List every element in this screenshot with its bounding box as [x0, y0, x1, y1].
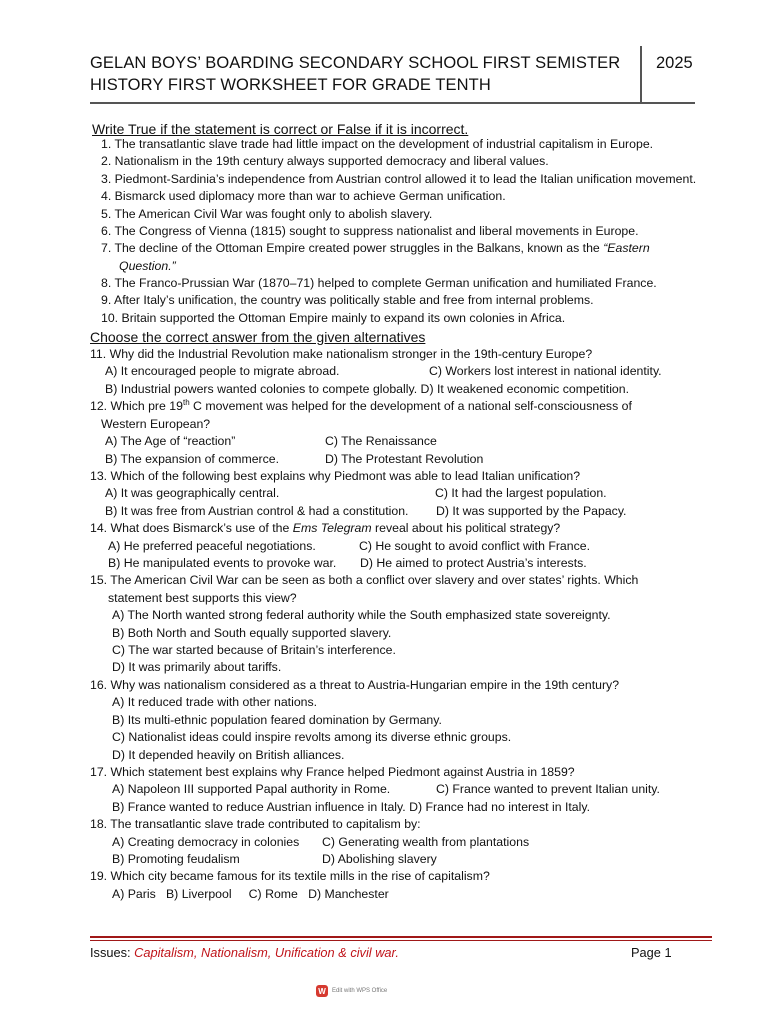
q11-option-c: C) Workers lost interest in national identity. [429, 364, 662, 378]
q12-option-b: B) The expansion of commerce. [105, 452, 280, 466]
q15-option-c: C) The war started because of Britain’s interference. [112, 643, 396, 657]
q15-option-a: A) The North wanted strong federal authority while the South emphasized state sovereignty. [112, 608, 611, 622]
q18-option-b: B) Promoting feudalism [112, 852, 240, 866]
section-true-false-title: Write True if the statement is correct or False if it is incorrect. [92, 121, 469, 137]
q15-option-d: D) It was primarily about tariffs. [112, 660, 282, 674]
q18-option-c: C) Generating wealth from plantations [322, 835, 530, 849]
tf-item-7-quote: “Eastern [603, 241, 650, 255]
q14-stem-em: Ems Telegram [292, 521, 372, 535]
worksheet-title: HISTORY FIRST WORKSHEET FOR GRADE TENTH [90, 76, 491, 94]
q16-option-d: D) It depended heavily on British alliances. [112, 748, 345, 762]
q11-option-a: A) It encouraged people to migrate abroad. [105, 364, 340, 378]
year: 2025 [656, 54, 693, 72]
header-divider [640, 46, 642, 102]
page-number: Page 1 [631, 945, 672, 960]
q16-option-b: B) Its multi-ethnic population feared domination by Germany. [112, 713, 442, 727]
q16-stem: 16. Why was nationalism considered as a threat to Austria-Hungarian empire in the 19th century? [90, 678, 620, 692]
wps-watermark[interactable] [316, 985, 387, 997]
q15-stem-cont: statement best supports this view? [108, 591, 297, 605]
footer-rule [90, 936, 712, 938]
tf-item-4: 4. Bismarck used diplomacy more than war to achieve German unification. [101, 189, 506, 203]
footer-topics: Capitalism, Nationalism, Unification & civil war. [134, 945, 399, 960]
q17-option-c: C) France wanted to prevent Italian unity. [436, 782, 660, 796]
tf-item-7-quote-cont: Question.” [119, 259, 176, 273]
q12-option-a: A) The Age of “reaction” [105, 434, 236, 448]
q15-stem: 15. The American Civil War can be seen as both a conflict over slavery and over states’ rights. Which [90, 573, 639, 587]
q18-stem: 18. The transatlantic slave trade contributed to capitalism by: [90, 817, 421, 831]
q12-stem-post: C movement was helped for the development of a national self-consciousness of [189, 399, 632, 413]
q17-option-a: A) Napoleon III supported Papal authority in Rome. [112, 782, 391, 796]
wps-logo-icon: W [316, 985, 328, 997]
q14-stem [90, 521, 560, 536]
q19-stem: 19. Which city became famous for its textile mills in the rise of capitalism? [90, 869, 490, 883]
q14-stem-pre: 14. What does Bismarck’s use of the [90, 521, 293, 535]
q16-option-c: C) Nationalist ideas could inspire revolts among its diverse ethnic groups. [112, 730, 512, 744]
q11-option-bd: B) Industrial powers wanted colonies to compete globally. D) It weakened economic competition. [105, 382, 630, 396]
q13-option-d: D) It was supported by the Papacy. [436, 504, 627, 518]
q13-stem: 13. Which of the following best explains why Piedmont was able to lead Italian unification? [90, 469, 581, 483]
q14-option-a: A) He preferred peaceful negotiations. [108, 539, 316, 553]
q19-options: A) Paris B) Liverpool C) Rome D) Manchester [112, 887, 389, 901]
q18-option-a: A) Creating democracy in colonies [112, 835, 300, 849]
q13-option-a: A) It was geographically central. [105, 486, 280, 500]
q12-stem [90, 399, 632, 414]
tf-item-1: 1. The transatlantic slave trade had little impact on the development of industrial capitalism in Europe. [101, 137, 654, 151]
q13-option-b: B) It was free from Austrian control & had a constitution. [105, 504, 409, 518]
q12-stem-sup: th [182, 397, 190, 407]
tf-item-8: 8. The Franco-Prussian War (1870–71) helped to complete German unification and humiliated France. [101, 276, 657, 290]
q14-option-d: D) He aimed to protect Austria’s interests. [360, 556, 587, 570]
footer-issues-label: Issues: [90, 945, 135, 960]
tf-item-5: 5. The American Civil War was fought only to abolish slavery. [101, 207, 433, 221]
tf-item-7 [101, 241, 650, 256]
q14-stem-post: reveal about his political strategy? [371, 521, 561, 535]
q15-option-b: B) Both North and South equally supported slavery. [112, 626, 392, 640]
q12-option-c: C) The Renaissance [325, 434, 437, 448]
footer-issues [90, 945, 399, 960]
footer-rule-thin [90, 940, 712, 941]
header-box [90, 46, 695, 104]
q16-option-a: A) It reduced trade with other nations. [112, 695, 318, 709]
section-multiple-choice-title: Choose the correct answer from the given alternatives [90, 329, 426, 345]
q12-stem-cont: Western European? [101, 417, 211, 431]
tf-item-6: 6. The Congress of Vienna (1815) sought to suppress nationalist and liberal movements in Europe. [101, 224, 639, 238]
q14-option-b: B) He manipulated events to provoke war. [108, 556, 337, 570]
tf-item-7-cont [119, 259, 176, 274]
tf-item-7-text: 7. The decline of the Ottoman Empire created power struggles in the Balkans, known as the [101, 241, 600, 255]
q18-option-d: D) Abolishing slavery [322, 852, 437, 866]
q12-stem-pre: 12. Which pre 19 [90, 399, 183, 413]
q13-option-c: C) It had the largest population. [435, 486, 607, 500]
wps-watermark-text: Edit with WPS Office [332, 988, 388, 994]
q17-stem: 17. Which statement best explains why France helped Piedmont against Austria in 1859? [90, 765, 575, 779]
tf-item-2: 2. Nationalism in the 19th century always supported democracy and liberal values. [101, 154, 549, 168]
q12-option-d: D) The Protestant Revolution [325, 452, 484, 466]
q11-stem: 11. Why did the Industrial Revolution make nationalism stronger in the 19th-century Europe? [90, 347, 593, 361]
tf-item-3: 3. Piedmont-Sardinia’s independence from Austrian control allowed it to lead the Italian unification movement. [101, 172, 697, 186]
school-title: GELAN BOYS’ BOARDING SECONDARY SCHOOL FIRST SEMISTER [90, 54, 621, 72]
q17-option-bd: B) France wanted to reduce Austrian influence in Italy. D) France had no interest in Italy. [112, 800, 590, 814]
tf-item-9: 9. After Italy’s unification, the country was politically stable and free from internal problems. [101, 293, 594, 307]
q14-option-c: C) He sought to avoid conflict with France. [359, 539, 591, 553]
tf-item-10: 10. Britain supported the Ottoman Empire mainly to expand its own colonies in Africa. [101, 311, 566, 325]
